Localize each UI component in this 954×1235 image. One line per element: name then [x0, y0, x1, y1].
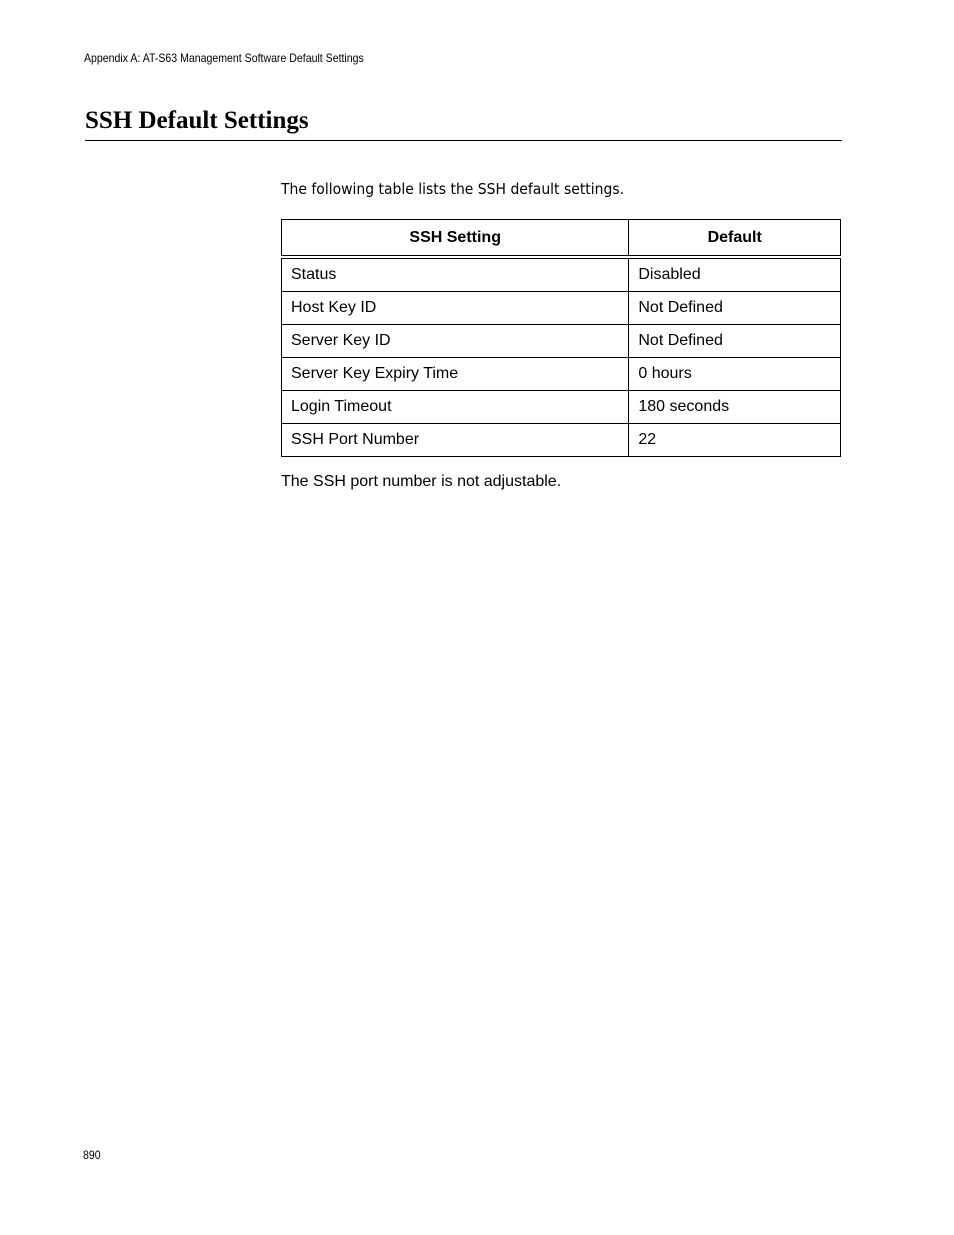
setting-name-cell: Server Key Expiry Time	[282, 358, 629, 391]
port-note: The SSH port number is not adjustable.	[281, 473, 562, 490]
column-header-default: Default	[629, 220, 841, 258]
setting-name-cell: Status	[282, 257, 629, 292]
default-value-cell: Not Defined	[629, 325, 841, 358]
table-row	[282, 325, 841, 358]
intro-paragraph: The following table lists the SSH default settings.	[281, 180, 625, 198]
setting-name-cell: SSH Port Number	[282, 424, 629, 457]
table-row	[282, 292, 841, 325]
table-row	[282, 358, 841, 391]
page-title: SSH Default Settings	[85, 107, 309, 134]
default-value-cell: Not Defined	[629, 292, 841, 325]
setting-name-cell: Server Key ID	[282, 325, 629, 358]
default-value-cell: 0 hours	[629, 358, 841, 391]
default-value-cell: 22	[629, 424, 841, 457]
title-divider	[85, 140, 842, 141]
table-header-row	[282, 220, 841, 258]
table-row	[282, 424, 841, 457]
ssh-settings-table	[281, 219, 841, 457]
default-value-cell: 180 seconds	[629, 391, 841, 424]
table-row	[282, 391, 841, 424]
page-number: 890	[83, 1148, 101, 1162]
running-header: Appendix A: AT-S63 Management Software Default Settings	[84, 51, 364, 65]
column-header-setting: SSH Setting	[282, 220, 629, 258]
setting-name-cell: Login Timeout	[282, 391, 629, 424]
setting-name-cell: Host Key ID	[282, 292, 629, 325]
table-row	[282, 257, 841, 292]
default-value-cell: Disabled	[629, 257, 841, 292]
